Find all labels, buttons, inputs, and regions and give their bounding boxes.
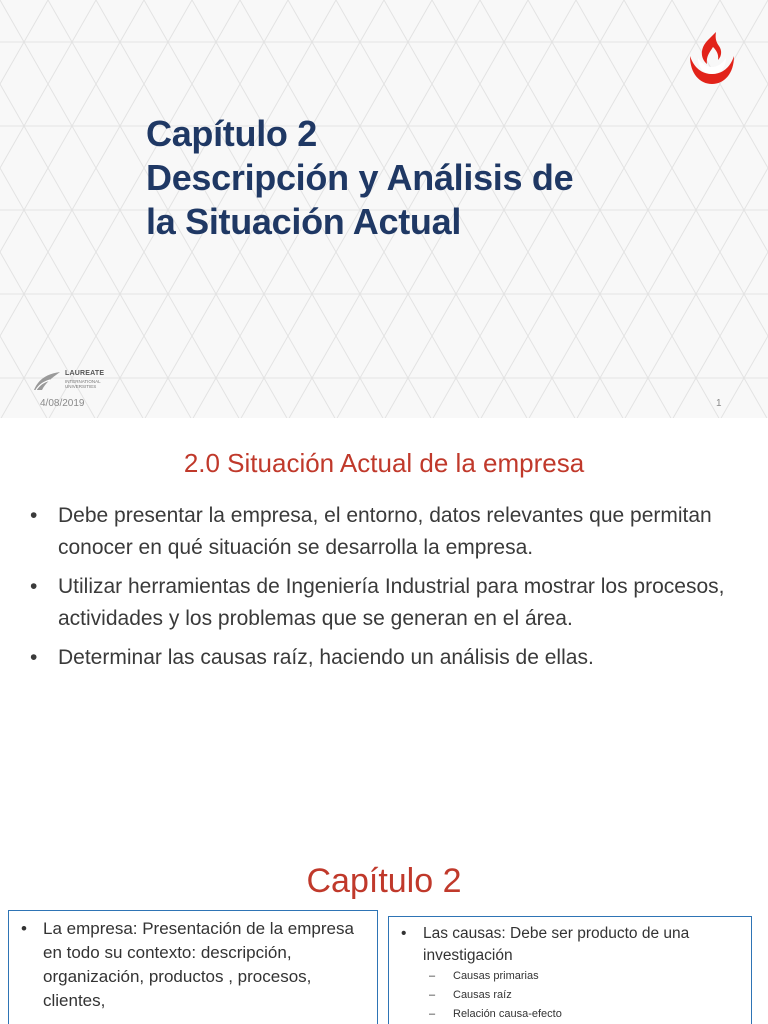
title-line: la Situación Actual bbox=[146, 201, 462, 242]
bullet-list bbox=[28, 500, 748, 681]
chapter-slide bbox=[0, 846, 768, 1024]
sub-list-item bbox=[389, 967, 751, 986]
slide-heading: 2.0 Situación Actual de la empresa bbox=[183, 448, 585, 478]
slide-page-number: 1 bbox=[716, 398, 722, 409]
slide-heading: Capítulo 2 bbox=[306, 862, 462, 900]
slide-title bbox=[146, 112, 573, 244]
dash-icon: – bbox=[429, 989, 436, 1001]
list-item bbox=[9, 917, 377, 1013]
bullet-icon: • bbox=[21, 919, 27, 938]
laureate-name: LAUREATE bbox=[65, 370, 105, 377]
sub-list-item bbox=[389, 986, 751, 1005]
bullet-icon: • bbox=[401, 925, 407, 942]
laureate-leaf-icon bbox=[32, 370, 62, 392]
sub-list-item-text: Relación causa-efecto bbox=[453, 1008, 562, 1020]
causes-text-box bbox=[388, 916, 752, 1024]
list-item-text: La empresa: Presentación de la empresa en todo su contexto: descripción, organización, productos , procesos, clientes, bbox=[43, 919, 354, 1010]
list-item bbox=[28, 500, 748, 564]
list-item-text: Determinar las causas raíz, haciendo un análisis de ellas. bbox=[58, 646, 594, 669]
list-item bbox=[28, 571, 748, 635]
dash-icon: – bbox=[429, 1008, 436, 1020]
bullet-icon: • bbox=[30, 646, 38, 669]
title-line: Capítulo 2 bbox=[146, 113, 318, 154]
company-text-box bbox=[8, 910, 378, 1024]
title-line: Descripción y Análisis de bbox=[146, 157, 574, 198]
dash-icon: – bbox=[429, 970, 436, 982]
bullet-icon: • bbox=[30, 504, 38, 527]
slide-date: 4/08/2019 bbox=[40, 398, 85, 409]
bullet-icon: • bbox=[30, 575, 38, 598]
laureate-subtitle: INTERNATIONAL UNIVERSITIES bbox=[65, 379, 101, 389]
list-item-text: Utilizar herramientas de Ingeniería Industrial para mostrar los procesos, actividades y los problemas que se generan en el área. bbox=[58, 575, 725, 630]
sub-list-item-text: Causas primarias bbox=[453, 970, 539, 982]
list-item bbox=[389, 923, 751, 967]
title-slide bbox=[0, 0, 768, 418]
sub-list-item bbox=[389, 1005, 751, 1024]
sub-list-item-text: Causas raíz bbox=[453, 989, 512, 1001]
list-item-text: Debe presentar la empresa, el entorno, datos relevantes que permitan conocer en qué situación se desarrolla la empresa. bbox=[58, 504, 712, 559]
list-item-text: Las causas: Debe ser producto de una investigación bbox=[423, 925, 690, 964]
list-item bbox=[28, 642, 748, 674]
upc-flame-logo-icon bbox=[686, 30, 738, 86]
content-slide bbox=[0, 430, 768, 830]
